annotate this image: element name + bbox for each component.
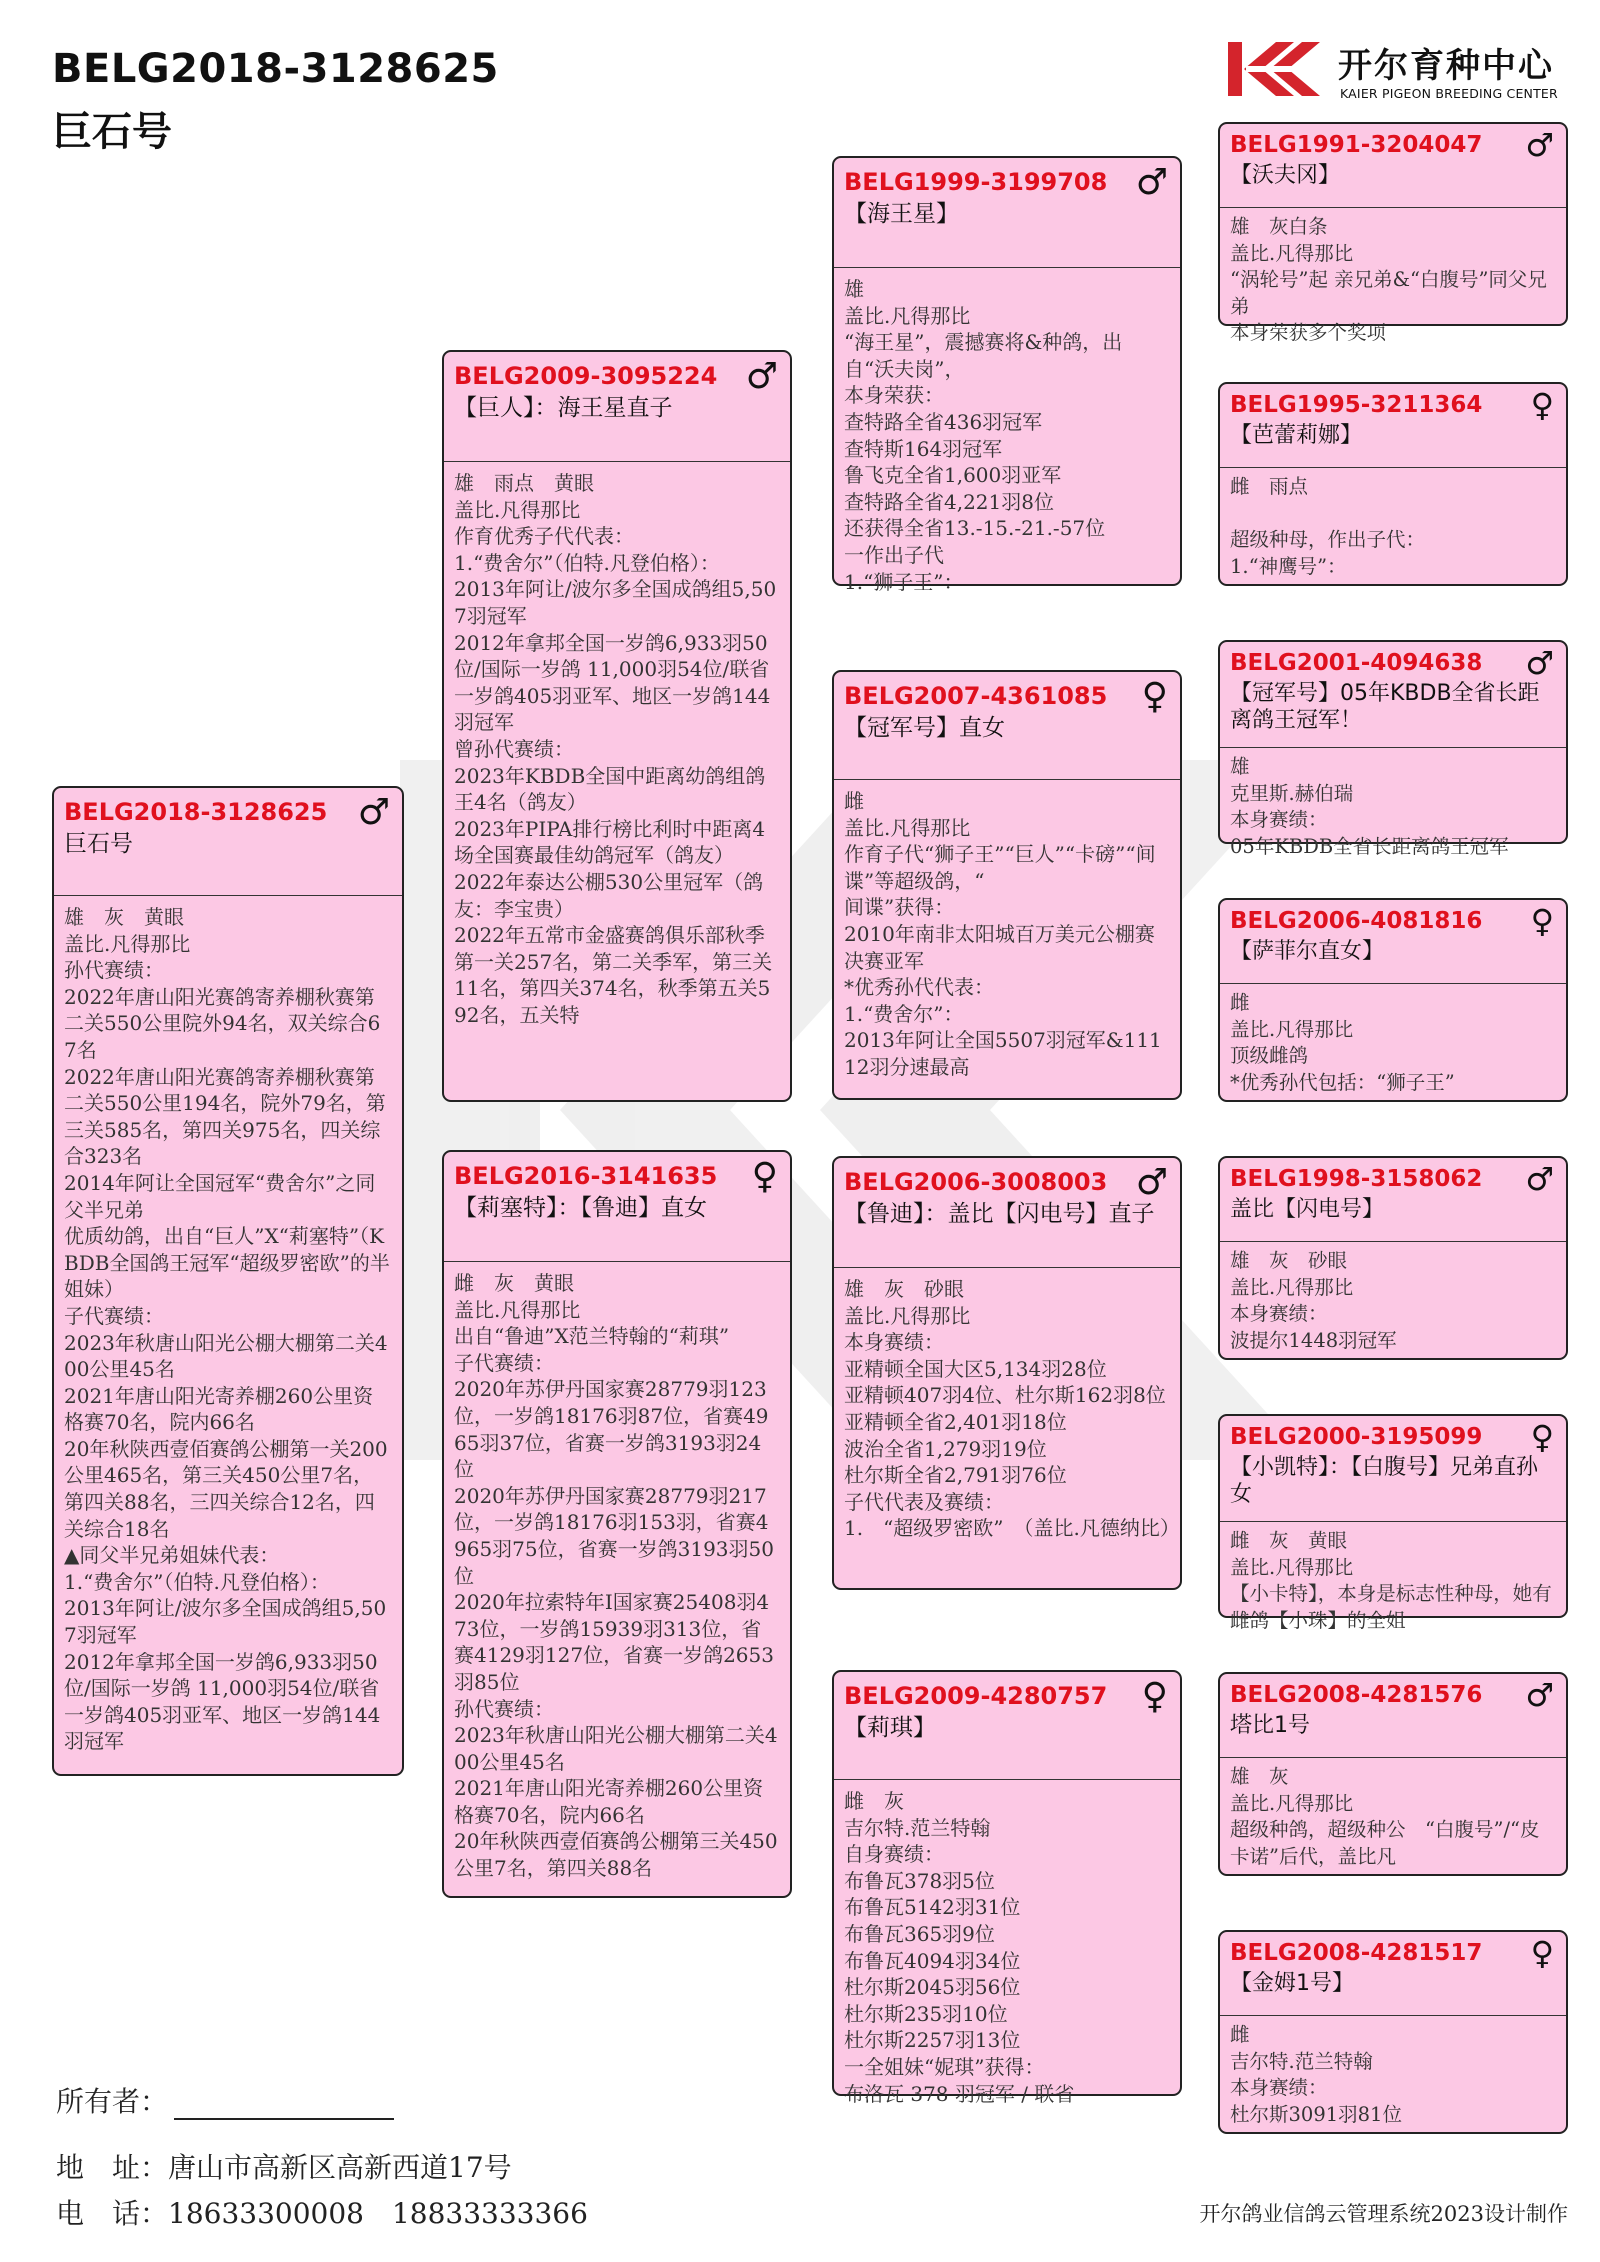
pigeon-card-sire-sire[interactable] [832, 156, 1182, 594]
phone-row [56, 2192, 588, 2232]
page-title-name: 巨石号 [52, 109, 172, 155]
female-icon: ♀ [1530, 386, 1554, 424]
pigeon-details: 雄 灰 砂眼 盖比.凡得那比 本身赛绩： 波提尔1448羽冠军 [1230, 1249, 1397, 1352]
female-icon: ♀ [1530, 902, 1554, 940]
pigeon-card-dds[interactable] [1218, 1672, 1568, 1876]
pigeon-card-self[interactable] [52, 786, 404, 1776]
pigeon-card-dss[interactable] [1218, 1156, 1568, 1360]
pigeon-details: 雌 灰 黄眼 盖比.凡得那比 【小卡特】，本身是标志性种母，她有雌鸽【小珠】的全姐 [1230, 1529, 1552, 1632]
pigeon-card-sire-dam[interactable] [832, 670, 1182, 1100]
pigeon-details: 雌 灰 吉尔特.范兰特翰 自身赛绩： 布鲁瓦378羽5位 布鲁瓦5142羽31位 布鲁瓦365羽9位 布鲁瓦4094羽34位 杜尔斯2045羽56位 杜尔斯235羽10位 杜尔斯2257羽13位 一全姐妹“妮琪”获得： 布洛瓦 378 羽冠军 / 联省 [844, 1789, 1075, 2106]
pigeon-name: 【莉琪】 [844, 1715, 936, 1741]
pigeon-name: 【冠军号】05年KBDB全省长距离鸽王冠军！ [1230, 681, 1540, 733]
ring-id: BELG2008-4281517 [1230, 1940, 1483, 1966]
pigeon-card-dam-dam[interactable] [832, 1670, 1182, 2106]
male-icon: ♂ [1525, 1676, 1554, 1714]
female-icon: ♀ [1530, 1934, 1554, 1972]
female-icon: ♀ [1141, 1676, 1168, 1717]
male-icon: ♂ [1135, 162, 1168, 203]
male-icon: ♂ [1525, 1160, 1554, 1198]
female-icon: ♀ [1530, 1418, 1554, 1456]
ring-id: BELG2000-3195099 [1230, 1424, 1483, 1450]
pigeon-details: 雄 克里斯.赫伯瑞 本身赛绩： 05年KBDB全省长距离鸽王冠军 [1230, 755, 1509, 858]
pigeon-name: 【鲁迪】：盖比【闪电号】直子 [844, 1201, 1155, 1227]
pigeon-name: 塔比1号 [1230, 1713, 1310, 1738]
ring-id: BELG2006-3008003 [844, 1168, 1108, 1196]
male-icon: ♂ [1525, 126, 1554, 164]
pigeon-details: 雌 雨点 超级种母，作出子代： 1.“神鹰号”： [1230, 475, 1426, 578]
ring-id: BELG2009-3095224 [454, 362, 718, 390]
ring-id: BELG1995-3211364 [1230, 392, 1483, 418]
phone-label: 电 话： [56, 2197, 169, 2230]
phone-value: 18633300008 18833333366 [168, 2197, 588, 2230]
pigeon-card-sdd[interactable] [1218, 898, 1568, 1102]
ring-id: BELG2007-4361085 [844, 682, 1108, 710]
pigeon-card-dam[interactable] [442, 1150, 792, 1898]
pigeon-name: 【小凯特】：【白腹号】兄弟直孙女 [1230, 1455, 1539, 1507]
ring-id: BELG2006-4081816 [1230, 908, 1483, 934]
pigeon-name: 【海王星】 [844, 201, 959, 227]
pigeon-details: 雌 盖比.凡得那比 作育子代“狮子王”“巨人”“卡磅”“间谍”等超级鸽，“ 间谍”获得： 2010年南非太阳城百万美元公棚赛决赛亚军 *优秀孙代代表： 1.“费舍尔”： 2013年阿让全国5507羽冠军&11112羽分速最高 [844, 789, 1162, 1079]
female-icon: ♀ [1141, 676, 1168, 717]
pigeon-name: 【莉塞特】：【鲁迪】直女 [454, 1195, 707, 1221]
pigeon-name: 【萨菲尔直女】 [1230, 939, 1385, 964]
address-label: 地 址： [56, 2151, 169, 2184]
pigeon-name: 【芭蕾莉娜】 [1230, 423, 1363, 448]
pigeon-card-dsd[interactable] [1218, 1414, 1568, 1632]
page-title-ring-id: BELG2018-3128625 [52, 46, 499, 92]
pigeon-card-sds[interactable] [1218, 640, 1568, 858]
pigeon-details: 雄 灰 盖比.凡得那比 超级种鸽，超级种公 “白腹号”/“皮卡诺”后代，盖比凡 [1230, 1765, 1540, 1868]
ring-id: BELG2016-3141635 [454, 1162, 718, 1190]
owner-signature-line [174, 2118, 394, 2120]
ring-id: BELG2009-4280757 [844, 1682, 1108, 1710]
kaier-logo-icon [1228, 38, 1328, 100]
ring-id: BELG2001-4094638 [1230, 650, 1483, 676]
owner-label: 所有者： [56, 2085, 169, 2118]
ring-id: BELG1991-3204047 [1230, 132, 1483, 158]
pigeon-details: 雄 雨点 黄眼 盖比.凡得那比 作育优秀子代代表： 1.“费舍尔”（伯特.凡登伯格）： 2013年阿让/波尔多全国成鸽组5,507羽冠军 2012年拿邦全国一岁鸽6,933羽50位/国际一岁鸽 11,000羽54位/联省一岁鸽405羽亚军、地区一岁鸽144羽冠军 曾孙代赛绩： 2023年KBDB全国中距离幼鸽组鸽王4名（鸽友） 2023年PIPA排行榜比利时中距离4场全国赛最佳幼鸽冠军（鸽友） 2022年泰达公棚530公里冠军（鸽友：李宝贵） 2022年五常市金盛赛鸽俱乐部秋季第一关257名，第二关季军，第三关11名，第四关374名，秋季第五关592名，五关特 [454, 471, 777, 1027]
ring-id: BELG2018-3128625 [64, 798, 328, 826]
female-icon: ♀ [751, 1156, 778, 1197]
pigeon-card-dam-sire[interactable] [832, 1156, 1182, 1590]
pigeon-details: 雌 盖比.凡得那比 顶级雌鸽 *优秀孙代包括：“狮子王” [1230, 991, 1455, 1094]
brand-name-en: KAIER PIGEON BREEDING CENTER [1340, 86, 1558, 101]
pigeon-card-sss[interactable] [1218, 122, 1568, 344]
male-icon: ♂ [745, 356, 778, 397]
pigeon-details: 雄 灰 砂眼 盖比.凡得那比 本身赛绩： 亚精顿全国大区5,134羽28位 亚精顿407羽4位、杜尔斯162羽8位 亚精顿全省2,401羽18位 波治全省1,279羽19位 杜尔斯全省2,791羽76位 子代代表及赛绩： 1. “超级罗密欧” （盖比.凡德纳比） [844, 1277, 1180, 1541]
ring-id: BELG1999-3199708 [844, 168, 1108, 196]
pigeon-details: 雄 灰 黄眼 盖比.凡得那比 孙代赛绩： 2022年唐山阳光赛鸽寄养棚秋赛第二关550公里院外94名，双关综合67名 2022年唐山阳光赛鸽寄养棚秋赛第二关550公里194名，院外79名，第三关585名，第四关975名，四关综合323名 2014年阿让全国冠军“费舍尔”之同父半兄弟 优质幼鸽，出自“巨人”X“莉塞特”（KBDB全国鸽王冠军“超级罗密欧”的半姐妹） 子代赛绩： 2023年秋唐山阳光公棚大棚第二关400公里45名 2021年唐山阳光寄养棚260公里资格赛70名，院内66名 20年秋陕西壹佰赛鸽公棚第一关200公里465名，第三关450公里7名，第四关88名，三四关综合12名，四关综合18名 ▲同父半兄弟姐妹代表： 1.“费舍尔”（伯特.凡登伯格）： 2013年阿让/波尔多全国成鸽组5,507羽冠军 2012年拿邦全国一岁鸽6,933羽50位/国际一岁鸽 11,000羽54位/联省一岁鸽405羽亚军、地区一岁鸽144羽冠军 [64, 905, 390, 1754]
pigeon-details: 雌 吉尔特.范兰特翰 本身赛绩： 杜尔斯3091羽81位 [1230, 2023, 1402, 2126]
pigeon-card-ssd[interactable] [1218, 382, 1568, 586]
brand-name-cn: 开尔育种中心 [1338, 46, 1554, 86]
pigeon-name: 巨石号 [64, 831, 133, 857]
system-credit: 开尔鸽业信鸽云管理系统2023设计制作 [1199, 2202, 1568, 2226]
pigeon-details: 雌 灰 黄眼 盖比.凡得那比 出自“鲁迪”X范兰特翰的“莉琪” 子代赛绩： 2020年苏伊丹国家赛28779羽123位，一岁鸽18176羽87位，省赛4965羽37位，省赛一岁鸽3193羽24位 2020年苏伊丹国家赛28779羽217位，一岁鸽18176羽153羽，省赛4965羽75位，省赛一岁鸽3193羽50位 2020年拉索特年I国家赛25408羽473位，一岁鸽15939羽313位，省赛4129羽127位，省赛一岁鸽2653羽85位 孙代赛绩： 2023年秋唐山阳光公棚大棚第二关400公里45名 2021年唐山阳光寄养棚260公里资格赛70名，院内66名 20年秋陕西壹佰赛鸽公棚第三关450公里7名，第四关88名 [454, 1271, 778, 1881]
pigeon-details: 雄 盖比.凡得那比 “海王星”，震撼赛将&种鸽，出自“沃夫岗”， 本身荣获： 查特路全省436羽冠军 查特斯164羽冠军 鲁飞克全省1,600羽亚军 查特路全省4,221羽8位 还获得全省13.-15.-21.-57位 一作出子代 1.“狮子王”： [844, 277, 1123, 594]
pigeon-name: 【沃夫冈】 [1230, 163, 1341, 188]
pigeon-card-ddd[interactable] [1218, 1930, 1568, 2134]
ring-id: BELG1998-3158062 [1230, 1166, 1483, 1192]
pigeon-details: 雄 灰白条 盖比.凡得那比 “涡轮号”起 亲兄弟&“白腹号”同父兄弟 本身荣获多个奖项 [1230, 215, 1547, 344]
pigeon-name: 【冠军号】直女 [844, 715, 1005, 741]
pigeon-name: 盖比【闪电号】 [1230, 1197, 1385, 1222]
pigeon-name: 【金姆1号】 [1230, 1971, 1354, 1996]
male-icon: ♂ [357, 792, 390, 833]
male-icon: ♂ [1135, 1162, 1168, 1203]
ring-id: BELG2008-4281576 [1230, 1682, 1483, 1708]
pigeon-card-sire[interactable] [442, 350, 792, 1102]
address-row [56, 2146, 512, 2186]
pigeon-name: 【巨人】：海王星直子 [454, 395, 673, 421]
male-icon: ♂ [1525, 644, 1554, 682]
address-value: 唐山市高新区高新西道17号 [168, 2151, 512, 2184]
brand-logo [1228, 34, 1573, 106]
